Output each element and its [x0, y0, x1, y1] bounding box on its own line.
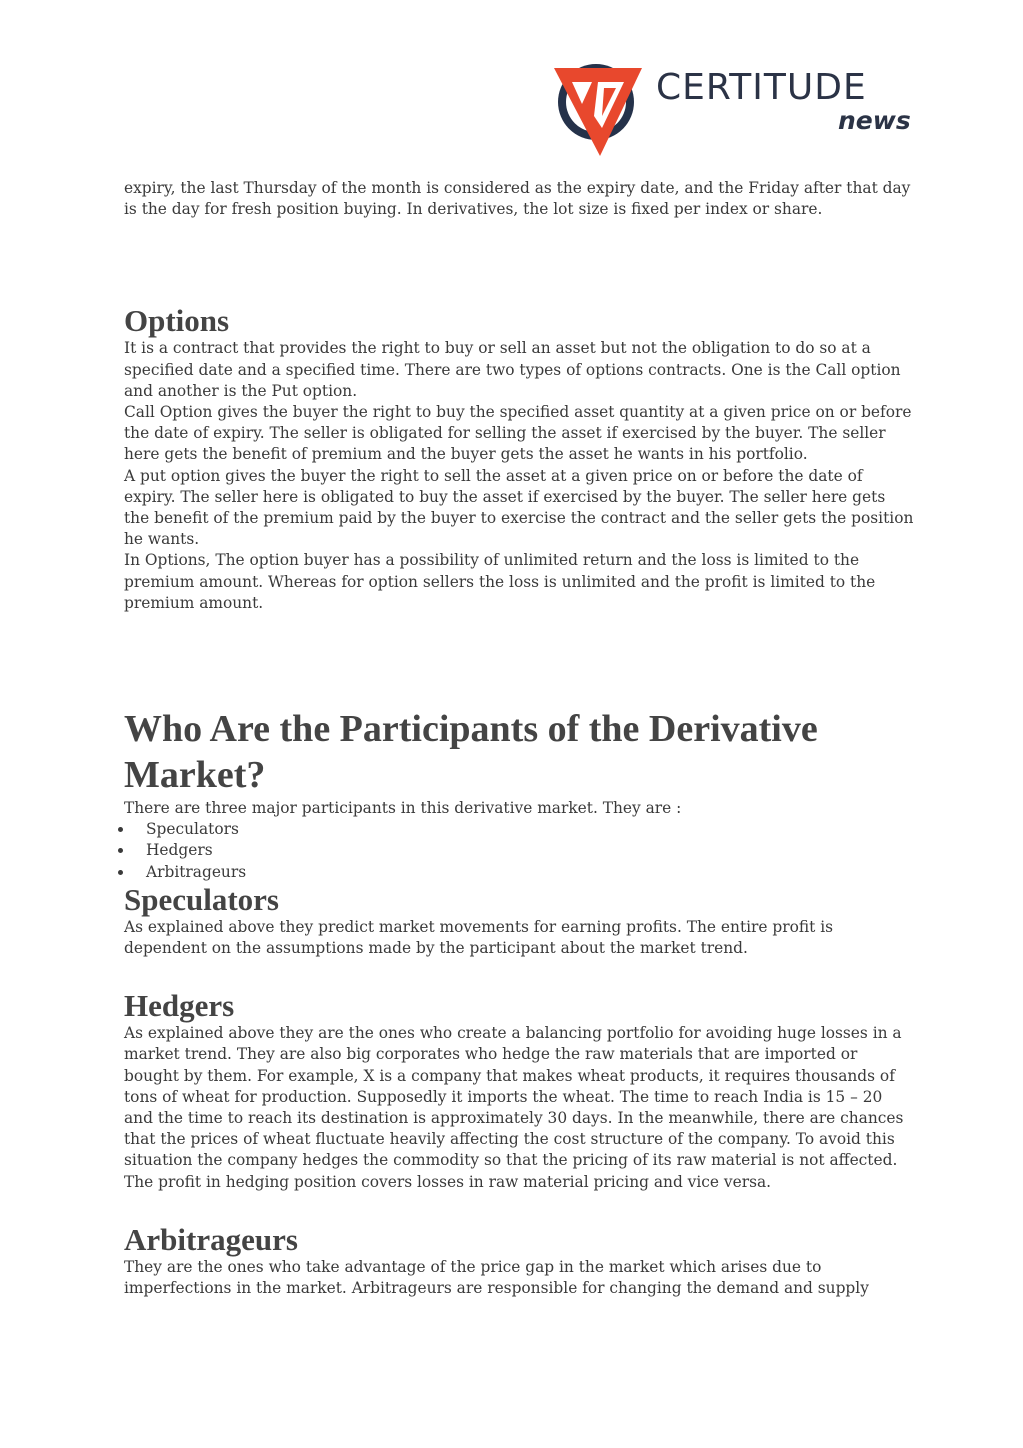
- options-paragraph-2: Call Option gives the buyer the right to buy the specified asset quantity at a given price on or before the date of expiry. The seller is obligated for selling the asset if exercised by the buyer. The seller here gets the benefit of premium and the buyer gets the asset he wants in his portfolio.: [124, 403, 912, 464]
- options-paragraph-3: A put option gives the buyer the right to sell the asset at a given price on or before the date of expiry. The seller here is obligated to buy the asset if exercised by the buyer. The seller here gets the benefit of the premium paid by the buyer to exercise the contract and the seller gets the position he wants.: [124, 466, 914, 549]
- participants-list: [124, 819, 914, 883]
- arbitrageurs-body: They are the ones who take advantage of the price gap in the market which arises due to imperfections in the market. Arbitrageurs are responsible for changing the demand and supply: [124, 1257, 869, 1298]
- logo-subtitle: news: [838, 106, 911, 135]
- intro-paragraph: expiry, the last Thursday of the month is considered as the expiry date, and the Friday after that day is the day for fresh position buying. In derivatives, the lot size is fixed per index or share.: [124, 179, 911, 219]
- list-item: Speculators: [124, 819, 914, 840]
- participants-heading: Who Are the Participants of the Derivative Market?: [124, 708, 818, 797]
- options-paragraph-1: It is a contract that provides the right to buy or sell an asset but not the obligation to do so at a specified date and a specified time. There are two types of options contracts. One is the Call option and another is the Put option.: [124, 339, 901, 400]
- article-body: [124, 178, 914, 1299]
- logo-wordmark: CERTITUDE: [656, 67, 867, 108]
- speculators-body: As explained above they predict market movements for earning profits. The entire profit is dependent on the assumptions made by the participant about the market trend.: [124, 917, 834, 958]
- options-paragraph-4: In Options, The option buyer has a possibility of unlimited return and the loss is limited to the premium amount. Whereas for option sellers the loss is unlimited and the profit is limited to the premium amount.: [124, 551, 876, 612]
- options-heading: Options: [124, 303, 230, 339]
- certitude-news-logo: [552, 58, 911, 158]
- participants-intro: There are three major participants in this derivative market. They are :: [124, 799, 682, 818]
- list-item: Hedgers: [124, 840, 914, 861]
- speculators-heading: Speculators: [124, 881, 279, 917]
- logo-mark-icon: [552, 58, 648, 158]
- list-item: Arbitrageurs: [124, 862, 914, 883]
- hedgers-body: As explained above they are the ones who create a balancing portfolio for avoiding huge losses in a market trend. They are also big corporates who hedge the raw materials that are imported or bought by them. For example, X is a company that makes wheat products, it requires thousands of tons of wheat for production. Supposedly it imports the wheat. The time to reach India is 15 – 20 and the time to reach its destination is approximately 30 days. In the meanwhile, there are chances that the prices of wheat fluctuate heavily affecting the cost structure of the company. To avoid this situation the company hedges the commodity so that the pricing of its raw material is not affected. The profit in hedging position covers losses in raw material pricing and vice versa.: [124, 1024, 904, 1191]
- arbitrageurs-heading: Arbitrageurs: [124, 1221, 298, 1257]
- hedgers-heading: Hedgers: [124, 988, 235, 1024]
